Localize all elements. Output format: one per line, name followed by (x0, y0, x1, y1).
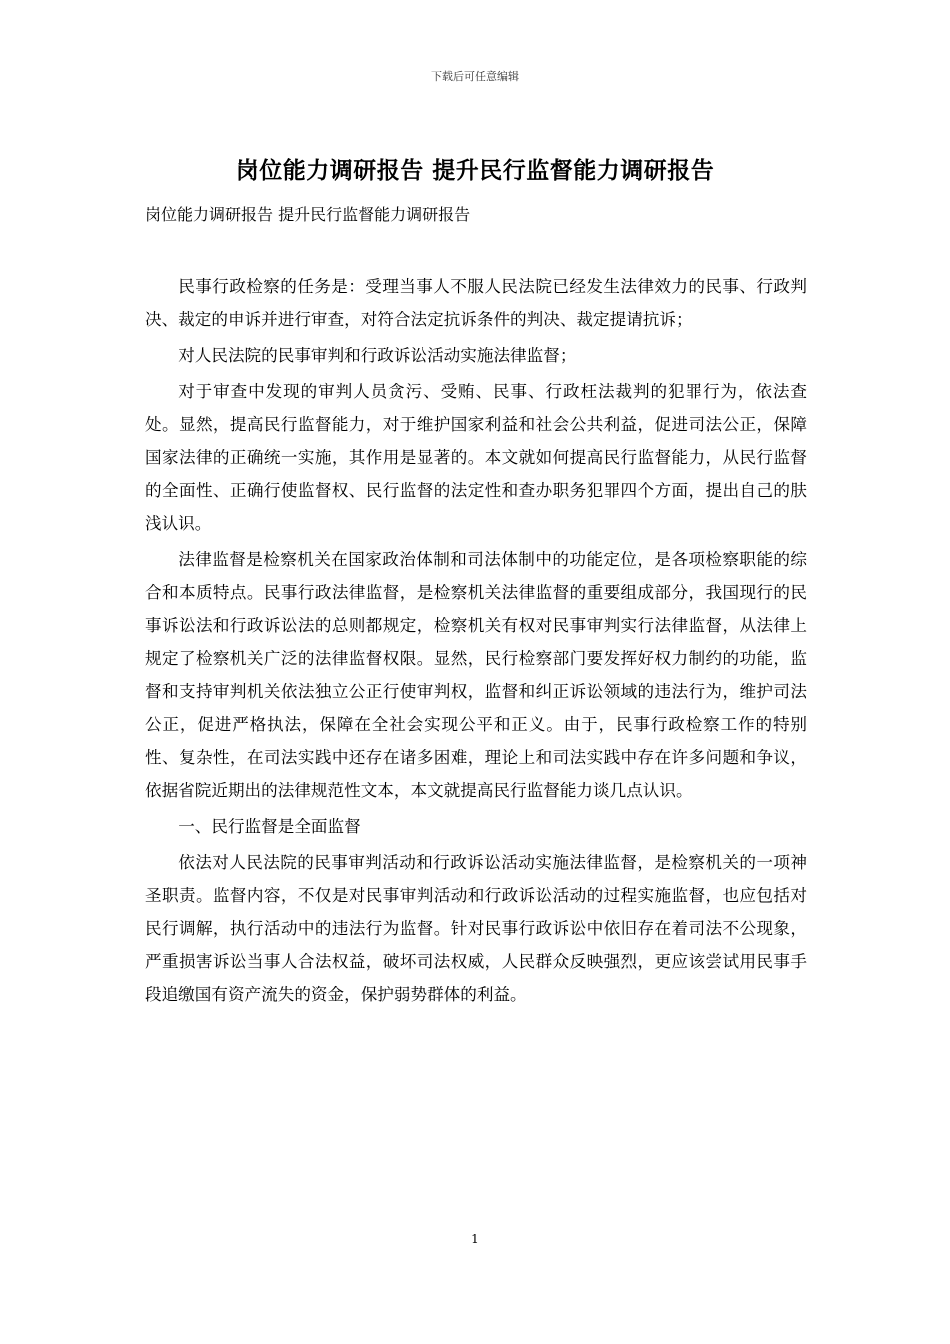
page-number: 1 (471, 1232, 479, 1246)
paragraph: 对人民法院的民事审判和行政诉讼活动实施法律监督； (178, 346, 577, 365)
document-body (145, 270, 807, 1014)
paragraph: 民事行政检察的任务是：受理当事人不服人民法院已经发生法律效力的民事、行政判决、裁定的申诉并进行审查，对符合法定抗诉条件的判决、裁定提请抗诉； (145, 277, 807, 329)
paragraph: 对于审查中发现的审判人员贪污、受贿、民事、行政枉法裁判的犯罪行为，依法查处。显然，提高民行监督能力，对于维护国家利益和社会公共利益，促进司法公正，保障国家法律的正确统一实施，其作用是显著的。本文就如何提高民行监督能力，从民行监督的全面性、正确行使监督权、民行监督的法定性和查办职务犯罪四个方面，提出自己的肤浅认识。 (145, 382, 807, 533)
document-title: 岗位能力调研报告 提升民行监督能力调研报告 (235, 157, 715, 184)
document-subtitle: 岗位能力调研报告 提升民行监督能力调研报告 (145, 205, 471, 224)
header-note: 下载后可任意编辑 (431, 70, 519, 83)
paragraph: 依法对人民法院的民事审判活动和行政诉讼活动实施法律监督，是检察机关的一项神圣职责。监督内容，不仅是对民事审判活动和行政诉讼活动的过程实施监督，也应包括对民行调解，执行活动中的违法行为监督。针对民事行政诉讼中依旧存在着司法不公现象，严重损害诉讼当事人合法权益，破坏司法权威，人民群众反映强烈，更应该尝试用民事手段追缴国有资产流失的资金，保护弱势群体的利益。 (145, 853, 807, 1004)
section-heading: 一、民行监督是全面监督 (178, 817, 361, 836)
paragraph: 法律监督是检察机关在国家政治体制和司法体制中的功能定位，是各项检察职能的综合和本质特点。民事行政法律监督，是检察机关法律监督的重要组成部分，我国现行的民事诉讼法和行政诉讼法的总则都规定，检察机关有权对民事审判实行法律监督，从法律上规定了检察机关广泛的法律监督权限。显然，民行检察部门要发挥好权力制约的功能，监督和支持审判机关依法独立公正行使审判权，监督和纠正诉讼领域的违法行为，维护司法公正，促进严格执法，保障在全社会实现公平和正义。由于，民事行政检察工作的特别性、复杂性，在司法实践中还存在诸多困难，理论上和司法实践中存在许多问题和争议，依据省院近期出的法律规范性文本，本文就提高民行监督能力谈几点认识。 (145, 550, 807, 800)
